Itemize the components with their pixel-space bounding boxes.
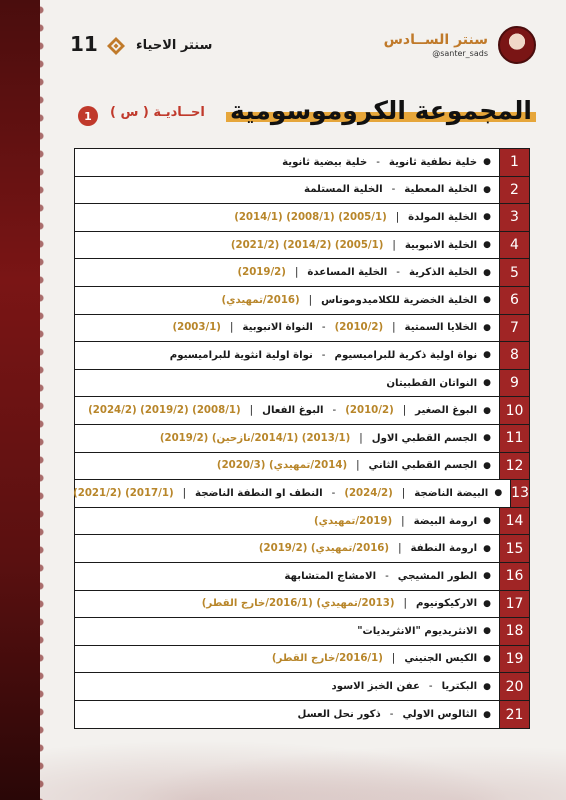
table-row — [75, 453, 529, 481]
row-content — [75, 315, 499, 342]
table-row — [75, 618, 529, 646]
table-row — [75, 425, 529, 453]
table-row — [75, 563, 529, 591]
row-number: 21 — [499, 701, 529, 729]
bullet-dot-icon: ● — [483, 240, 491, 251]
separator: - — [376, 156, 380, 168]
separator: - — [385, 570, 389, 582]
separator: - — [321, 349, 326, 361]
exam-years: (2017/1) (2021/2) — [73, 487, 174, 499]
table-row — [75, 342, 529, 370]
exam-years: (2010/2) — [334, 322, 384, 334]
bottom-decoration — [40, 730, 566, 800]
term-label: نواة اولية انثوية للبراميسيوم — [169, 349, 313, 361]
table-row — [75, 646, 529, 674]
separator: | — [392, 322, 396, 334]
row-content — [75, 259, 499, 286]
brand-right-name: سنتر الســادس — [383, 32, 488, 48]
row-content — [75, 397, 499, 424]
brand-left-label: سنتر الاحياء — [136, 38, 213, 53]
term-label: البيضة الناضجة — [414, 487, 489, 499]
row-content — [75, 342, 499, 369]
bullet-dot-icon: ● — [483, 184, 491, 195]
row-number: 2 — [499, 177, 529, 204]
separator: | — [401, 487, 406, 499]
exam-years: (2016/1/خارج القطر) — [271, 653, 383, 665]
row-number: 12 — [499, 453, 529, 480]
term-label: البكتريا — [441, 681, 478, 693]
separator: - — [331, 487, 336, 499]
row-content — [75, 204, 499, 231]
separator: - — [396, 267, 400, 279]
bullet-dot-icon: ● — [494, 488, 503, 499]
table-row — [75, 177, 529, 205]
separator: | — [395, 211, 400, 223]
separator: | — [249, 405, 254, 417]
term-label: خلية نطفية ثانوية — [388, 156, 478, 168]
table-row — [75, 535, 529, 563]
bullet-dot-icon: ● — [483, 322, 491, 333]
term-label: الخلية المولدة — [408, 211, 478, 223]
row-number: 9 — [499, 370, 529, 397]
row-number: 16 — [499, 563, 529, 590]
term-label: الجسم القطبي الاول — [371, 432, 478, 444]
bullet-dot-icon: ● — [483, 598, 491, 609]
row-number: 15 — [499, 535, 529, 562]
table-row — [75, 259, 529, 287]
term-label: البوغ الفعال — [262, 405, 324, 417]
brand-right-handle: @santer_sads — [432, 49, 488, 58]
row-content — [75, 425, 499, 452]
table-row — [75, 480, 529, 508]
side-decoration-band — [0, 0, 40, 800]
exam-years: (2013/1) (2014/1/نازحين) (2019/2) — [159, 432, 351, 444]
brand-right — [384, 32, 488, 58]
term-label: الخلية المعطية — [404, 184, 478, 196]
term-label: الامشاج المتشابهة — [284, 570, 377, 582]
exam-years: (2024/2) — [344, 487, 393, 499]
row-content — [75, 618, 499, 645]
separator: | — [229, 322, 234, 334]
row-number: 17 — [499, 591, 529, 618]
page-subtitle: احــاديـة ( س ) — [110, 105, 205, 120]
bullet-dot-icon: ● — [483, 267, 491, 278]
term-label: الخلية الذكرية — [408, 267, 478, 279]
row-content — [75, 453, 499, 480]
page-title: المجموعة الكروموسومية — [226, 96, 536, 125]
term-label: خلية بيضية ثانوية — [282, 156, 368, 168]
separator: - — [389, 709, 394, 721]
bullet-dot-icon: ● — [483, 653, 491, 664]
row-content — [75, 701, 499, 729]
separator: - — [391, 184, 396, 196]
separator: | — [356, 460, 360, 472]
table-row — [75, 673, 529, 701]
row-number: 3 — [499, 204, 529, 231]
exam-years: (2016/تمهيدي) — [221, 294, 300, 306]
term-label: عفن الخبز الاسود — [331, 681, 420, 693]
bullet-dot-icon: ● — [483, 433, 491, 444]
separator: | — [182, 487, 187, 499]
term-label: نواة اولية ذكرية للبراميسيوم — [334, 349, 478, 361]
table-row — [75, 591, 529, 619]
term-label: الخلية المستلمة — [304, 184, 383, 196]
term-label: الكيس الجنيني — [404, 653, 478, 665]
separator: | — [402, 405, 407, 417]
row-number: 18 — [499, 618, 529, 645]
bullet-dot-icon: ● — [483, 626, 491, 637]
table-row — [75, 315, 529, 343]
exam-years: (2005/1) (2008/1) (2014/1) — [234, 211, 387, 223]
row-content — [75, 370, 499, 397]
exam-years: (2005/1) (2014/2) (2021/2) — [230, 239, 384, 251]
page-number: 11 — [70, 32, 98, 56]
separator: | — [294, 267, 299, 279]
exam-years: (2014/تمهيدي) (2020/3) — [216, 460, 348, 472]
table-row — [75, 508, 529, 536]
row-content — [75, 591, 499, 618]
row-number: 19 — [499, 646, 529, 673]
row-content — [75, 646, 499, 673]
term-label: الخلية الانبوبية — [404, 239, 478, 251]
row-number: 8 — [499, 342, 529, 369]
row-number: 4 — [499, 232, 529, 259]
bullet-dot-icon: ● — [483, 405, 491, 416]
bullet-dot-icon: ● — [483, 350, 491, 361]
row-content — [73, 480, 510, 507]
term-label: النواة الانبوبية — [242, 322, 313, 334]
table-row — [75, 287, 529, 315]
row-number: 1 — [499, 149, 529, 176]
table-row — [75, 204, 529, 232]
table-row — [75, 370, 529, 398]
exam-years: (2008/1) (2019/2) (2024/2) — [88, 405, 241, 417]
row-number: 10 — [499, 397, 529, 424]
bullet-dot-icon: ● — [483, 295, 491, 306]
row-number: 5 — [499, 259, 529, 286]
term-label: ارومة النطفة — [410, 543, 478, 555]
row-number: 7 — [499, 315, 529, 342]
row-number: 13 — [510, 480, 529, 507]
bullet-dot-icon: ● — [483, 378, 491, 389]
exam-years: (2013/تمهيدي) (2016/1/خارج القطر) — [201, 598, 395, 610]
terms-table — [74, 148, 530, 729]
term-label: ارومة البيضة — [413, 515, 478, 527]
bullet-dot-icon: ● — [483, 681, 491, 692]
separator: | — [403, 598, 407, 610]
separator: | — [392, 239, 396, 251]
page-header — [70, 30, 536, 70]
table-row — [75, 701, 529, 729]
row-content — [75, 232, 499, 259]
bullet-dot-icon: ● — [483, 516, 491, 527]
term-label: النطف او النطفة الناضجة — [195, 487, 323, 499]
term-label: الجسم القطبي الثاني — [368, 460, 478, 472]
row-number: 20 — [499, 673, 529, 700]
bullet-dot-icon: ● — [483, 543, 491, 554]
term-label: الاركيكونيوم — [415, 598, 478, 610]
bullet-dot-icon: ● — [483, 212, 491, 223]
exam-years: (2019/تمهيدي) — [313, 515, 393, 527]
row-content — [75, 149, 499, 176]
title-row — [70, 96, 536, 136]
term-label: الخلية الخضرية للكلاميدوموناس — [321, 294, 478, 306]
row-number: 11 — [499, 425, 529, 452]
term-label: الخلايا السمتية — [404, 322, 478, 334]
term-label: الانثريديوم "الانثريديات" — [357, 625, 478, 637]
bullet-dot-icon: ● — [483, 709, 491, 720]
separator: | — [359, 432, 363, 444]
exam-years: (2019/2) — [237, 267, 286, 279]
separator: | — [401, 515, 405, 527]
row-content — [75, 673, 499, 700]
term-label: الطور المشيجي — [397, 570, 478, 582]
row-content — [75, 287, 499, 314]
section-badge: 1 — [78, 106, 98, 126]
term-label: البوغ الصغير — [415, 405, 478, 417]
exam-years: (2010/2) — [345, 405, 394, 417]
term-label: النواتان القطبيتان — [386, 377, 478, 389]
row-content — [75, 535, 499, 562]
table-row — [75, 397, 529, 425]
exam-years: (2003/1) — [172, 322, 221, 334]
term-label: الخلية المساعدة — [307, 267, 388, 279]
bullet-dot-icon: ● — [483, 571, 491, 582]
row-content — [75, 177, 499, 204]
bullet-dot-icon: ● — [483, 460, 491, 471]
row-content — [75, 508, 499, 535]
separator: - — [321, 322, 326, 334]
table-row — [75, 232, 529, 260]
row-number: 14 — [499, 508, 529, 535]
separator: | — [308, 294, 313, 306]
exam-years: (2016/تمهيدي) (2019/2) — [258, 543, 390, 555]
table-row — [75, 149, 529, 177]
diamond-logo-icon — [106, 36, 126, 56]
separator: - — [428, 681, 433, 693]
separator: - — [332, 405, 337, 417]
avatar — [498, 26, 536, 64]
row-content — [75, 563, 499, 590]
bullet-dot-icon: ● — [483, 157, 491, 168]
row-number: 6 — [499, 287, 529, 314]
separator: | — [398, 543, 402, 555]
separator: | — [391, 653, 396, 665]
term-label: الثالوس الاولي — [402, 709, 478, 721]
term-label: ذكور نحل العسل — [297, 709, 381, 721]
